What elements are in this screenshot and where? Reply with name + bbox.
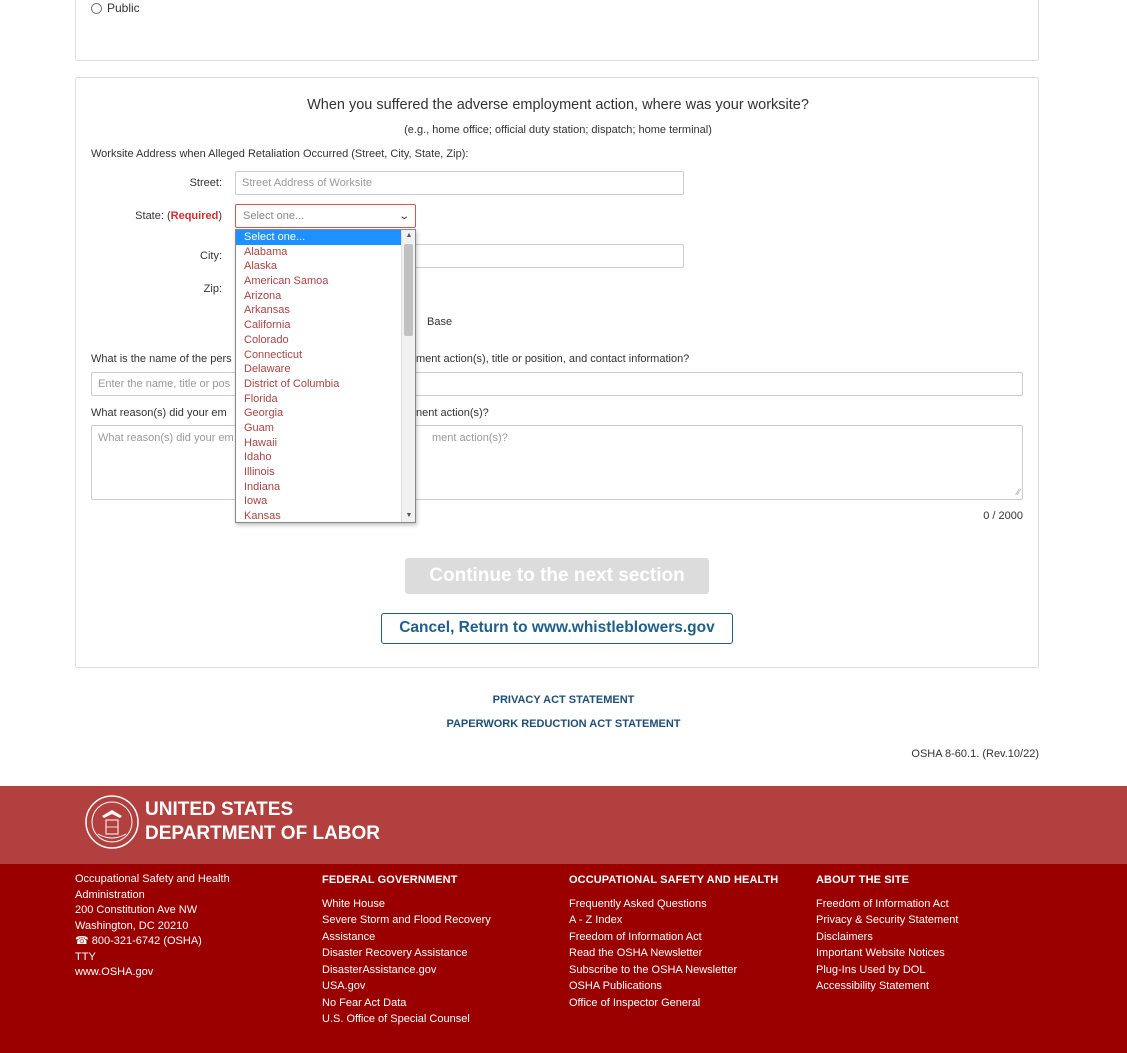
state-select-value: Select one... [243, 210, 305, 222]
footer-link[interactable]: Frequently Asked Questions [569, 897, 707, 910]
state-option[interactable]: Illinois [244, 466, 275, 478]
footer-link[interactable]: OSHA Publications [569, 980, 662, 992]
scroll-down-icon[interactable]: ▼ [405, 512, 413, 519]
footer-links [0, 864, 1127, 1053]
footer-link[interactable]: Important Website Notices [816, 947, 945, 959]
state-options [236, 230, 402, 523]
street-label: Street: [189, 177, 222, 189]
footer-link[interactable]: USA.gov [322, 980, 366, 992]
footer-link[interactable]: Read the OSHA Newsletter [569, 947, 703, 959]
scrollbar-thumb[interactable] [404, 244, 413, 336]
footer-address-line[interactable]: www.OSHA.gov [75, 966, 154, 978]
zip-label: Zip: [203, 283, 222, 295]
radio-public-label: Public [107, 1, 140, 15]
person-label-left: What is the name of the pers [91, 353, 232, 365]
privacy-act-link[interactable]: PRIVACY ACT STATEMENT [492, 694, 635, 706]
state-option[interactable]: Connecticut [244, 348, 303, 361]
reason-placeholder-right: ment action(s)? [432, 432, 508, 444]
state-option[interactable]: Georgia [244, 407, 284, 420]
footer-link[interactable]: Freedom of Information Act [569, 930, 702, 943]
scroll-up-icon[interactable]: ▲ [405, 232, 413, 239]
footer-address-line: TTY [75, 950, 96, 963]
state-option[interactable]: Alaska [244, 260, 278, 273]
street-input[interactable]: Street Address of Worksite [235, 171, 684, 195]
paperwork-act-link[interactable]: PAPERWORK REDUCTION ACT STATEMENT [446, 718, 681, 730]
person-label-right: ment action(s), title or position, and contact information? [416, 353, 690, 365]
state-option[interactable]: District of Columbia [244, 377, 340, 390]
footer-link[interactable]: Accessibility Statement [816, 980, 930, 992]
state-option[interactable]: Kansas [244, 510, 281, 523]
state-option[interactable]: Hawaii [244, 436, 278, 449]
worksite-address-label: Worksite Address when Alleged Retaliation Occurred (Street, City, State, Zip): [91, 148, 469, 160]
character-counter: 0 / 2000 [983, 510, 1023, 522]
reason-label-left: What reason(s) did your em [91, 407, 227, 419]
state-option[interactable]: Guam [244, 421, 274, 434]
footer-address-line: Occupational Safety and Health [75, 873, 230, 885]
footer-federal-column [322, 872, 491, 1028]
state-option[interactable]: Select one... [236, 230, 402, 245]
footer-link[interactable]: Subscribe to the OSHA Newsletter [569, 963, 738, 976]
footer-link[interactable]: Disaster Recovery Assistance [322, 947, 468, 959]
state-option[interactable]: Indiana [244, 480, 281, 493]
resize-handle-icon[interactable]: ∕∕ [1016, 487, 1020, 497]
dol-seal-icon[interactable] [84, 794, 140, 850]
worksite-question: When you suffered the adverse employment action, where was your worksite? [307, 97, 809, 113]
dropdown-scrollbar[interactable] [401, 230, 415, 522]
dol-line-1: UNITED STATES [145, 799, 294, 820]
footer-link[interactable]: Severe Storm and Flood Recovery [322, 914, 491, 926]
cancel-button[interactable]: Cancel, Return to www.whistleblowers.gov [381, 613, 733, 644]
state-option[interactable]: Colorado [244, 333, 289, 346]
state-option[interactable]: Florida [244, 392, 278, 405]
radio-circle-icon[interactable] [91, 3, 102, 14]
footer-link[interactable]: Assistance [322, 930, 376, 943]
footer-link[interactable]: Plug-Ins Used by DOL [816, 963, 926, 976]
state-option[interactable]: Delaware [244, 363, 291, 376]
footer-link[interactable]: Disclaimers [816, 930, 873, 943]
footer-link[interactable]: Freedom of Information Act [816, 897, 949, 910]
state-option[interactable]: American Samoa [244, 275, 329, 288]
state-option[interactable]: California [244, 319, 291, 332]
footer-address-line: Washington, DC 20210 [75, 919, 189, 932]
footer-link[interactable]: DisasterAssistance.gov [322, 963, 437, 976]
state-option[interactable]: Iowa [244, 495, 268, 508]
footer-about-heading: ABOUT THE SITE [816, 874, 910, 886]
footer-federal-heading: FEDERAL GOVERNMENT [322, 874, 458, 886]
form-identifier: OSHA 8-60.1. (Rev.10/22) [911, 748, 1039, 760]
footer-link[interactable]: White House [322, 897, 385, 910]
footer-link[interactable]: Privacy & Security Statement [816, 914, 959, 926]
footer-banner [0, 786, 1127, 864]
state-select[interactable] [235, 204, 416, 228]
reason-label-right: nent action(s)? [416, 407, 489, 419]
footer-address-line: Administration [75, 888, 145, 901]
reason-placeholder-left: What reason(s) did your em [98, 432, 234, 444]
worksite-panel [75, 77, 1039, 668]
state-dropdown-list[interactable] [235, 229, 416, 523]
continue-button[interactable]: Continue to the next section [405, 558, 709, 594]
city-label: City: [200, 250, 222, 262]
state-option[interactable]: Idaho [244, 451, 272, 464]
worksite-hint: (e.g., home office; official duty station; dispatch; home terminal) [404, 124, 712, 136]
previous-question-panel [75, 0, 1039, 61]
state-option[interactable]: Alabama [244, 245, 288, 258]
base-checkbox-label: Base [427, 316, 453, 328]
chevron-down-icon: ⌄ [397, 210, 410, 222]
state-option[interactable]: Arizona [244, 289, 282, 302]
state-option[interactable]: Arkansas [244, 304, 290, 317]
person-input[interactable]: Enter the name, title or pos [91, 372, 1023, 396]
radio-public[interactable] [91, 1, 140, 15]
footer-address [75, 872, 230, 981]
dol-name[interactable] [145, 798, 380, 846]
footer-link[interactable]: U.S. Office of Special Counsel [322, 1013, 470, 1025]
footer-osh-heading: OCCUPATIONAL SAFETY AND HEALTH [569, 874, 779, 886]
reason-textarea[interactable] [91, 425, 1023, 500]
footer-osh-column [569, 872, 778, 1011]
footer-about-column [816, 872, 958, 995]
dol-line-2: DEPARTMENT OF LABOR [145, 823, 381, 844]
footer-link[interactable]: A - Z Index [569, 914, 623, 926]
footer-address-line[interactable]: ☎ 800-321-6742 (OSHA) [75, 935, 202, 947]
state-label: State: (Required) [135, 210, 222, 222]
footer-link[interactable]: No Fear Act Data [322, 996, 407, 1009]
footer-link[interactable]: Office of Inspector General [569, 996, 701, 1009]
footer-address-line: 200 Constitution Ave NW [75, 904, 198, 916]
